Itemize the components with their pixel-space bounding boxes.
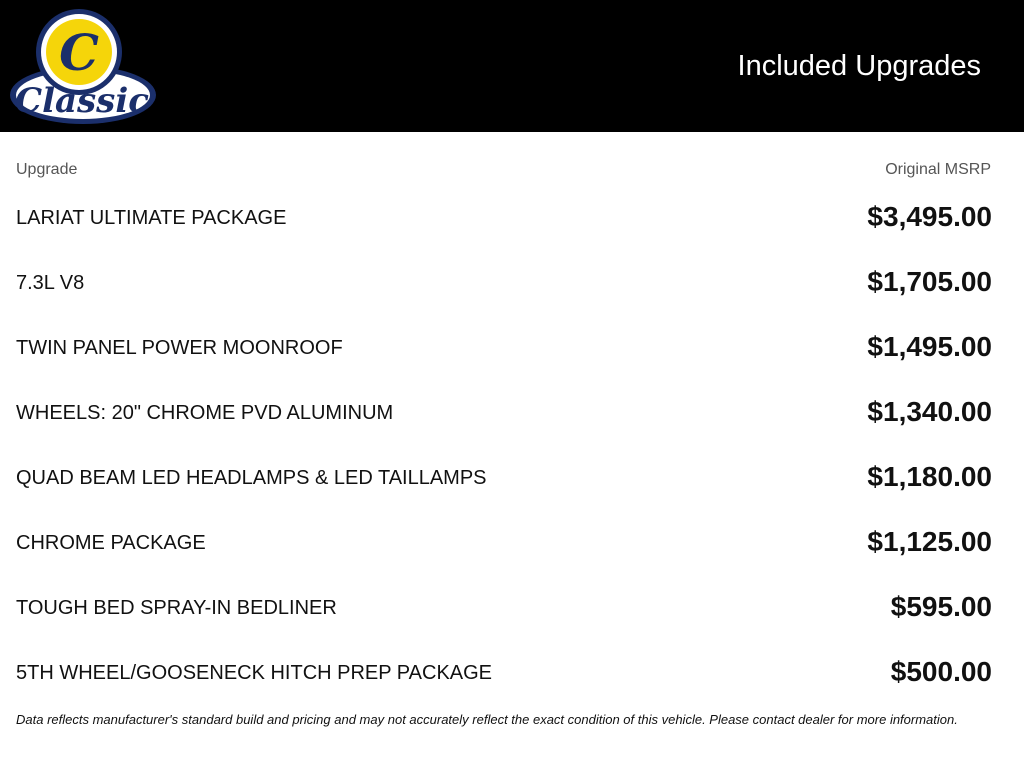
upgrade-price: $3,495.00 bbox=[867, 201, 992, 232]
upgrade-name: 7.3L V8 bbox=[16, 272, 85, 294]
column-header-upgrade: Upgrade bbox=[16, 161, 78, 178]
list-item bbox=[0, 575, 1024, 640]
list-item bbox=[0, 510, 1024, 575]
list-item bbox=[0, 185, 1024, 250]
list-item bbox=[0, 640, 1024, 705]
disclaimer-text: Data reflects manufacturer's standard build and pricing and may not accurately reflect the exact condition of this vehicle. Please contact dealer for more information. bbox=[16, 712, 958, 727]
upgrade-price: $1,180.00 bbox=[867, 461, 992, 492]
upgrade-name: TWIN PANEL POWER MOONROOF bbox=[16, 337, 343, 359]
logo-letter: C bbox=[59, 23, 99, 82]
upgrades-list bbox=[0, 185, 1024, 705]
upgrade-name: QUAD BEAM LED HEADLAMPS & LED TAILLAMPS bbox=[16, 467, 487, 489]
list-item bbox=[0, 445, 1024, 510]
page-title: Included Upgrades bbox=[737, 50, 981, 82]
list-item bbox=[0, 250, 1024, 315]
upgrade-price: $1,495.00 bbox=[867, 331, 992, 362]
column-header-msrp: Original MSRP bbox=[885, 161, 991, 178]
header-banner bbox=[0, 0, 1024, 132]
list-item bbox=[0, 380, 1024, 445]
upgrade-price: $1,705.00 bbox=[867, 266, 992, 297]
upgrade-name: LARIAT ULTIMATE PACKAGE bbox=[16, 207, 287, 229]
upgrade-price: $500.00 bbox=[890, 656, 992, 687]
logo-wordmark: Classic bbox=[15, 81, 149, 121]
upgrade-price: $595.00 bbox=[890, 591, 992, 622]
upgrade-price: $1,125.00 bbox=[867, 526, 992, 557]
upgrade-name: TOUGH BED SPRAY-IN BEDLINER bbox=[16, 597, 337, 619]
classic-logo bbox=[8, 8, 158, 126]
upgrade-name: CHROME PACKAGE bbox=[16, 532, 206, 554]
upgrade-name: 5TH WHEEL/GOOSENECK HITCH PREP PACKAGE bbox=[16, 662, 493, 684]
upgrade-price: $1,340.00 bbox=[867, 396, 992, 427]
list-item bbox=[0, 315, 1024, 380]
upgrade-name: WHEELS: 20" CHROME PVD ALUMINUM bbox=[16, 402, 394, 424]
